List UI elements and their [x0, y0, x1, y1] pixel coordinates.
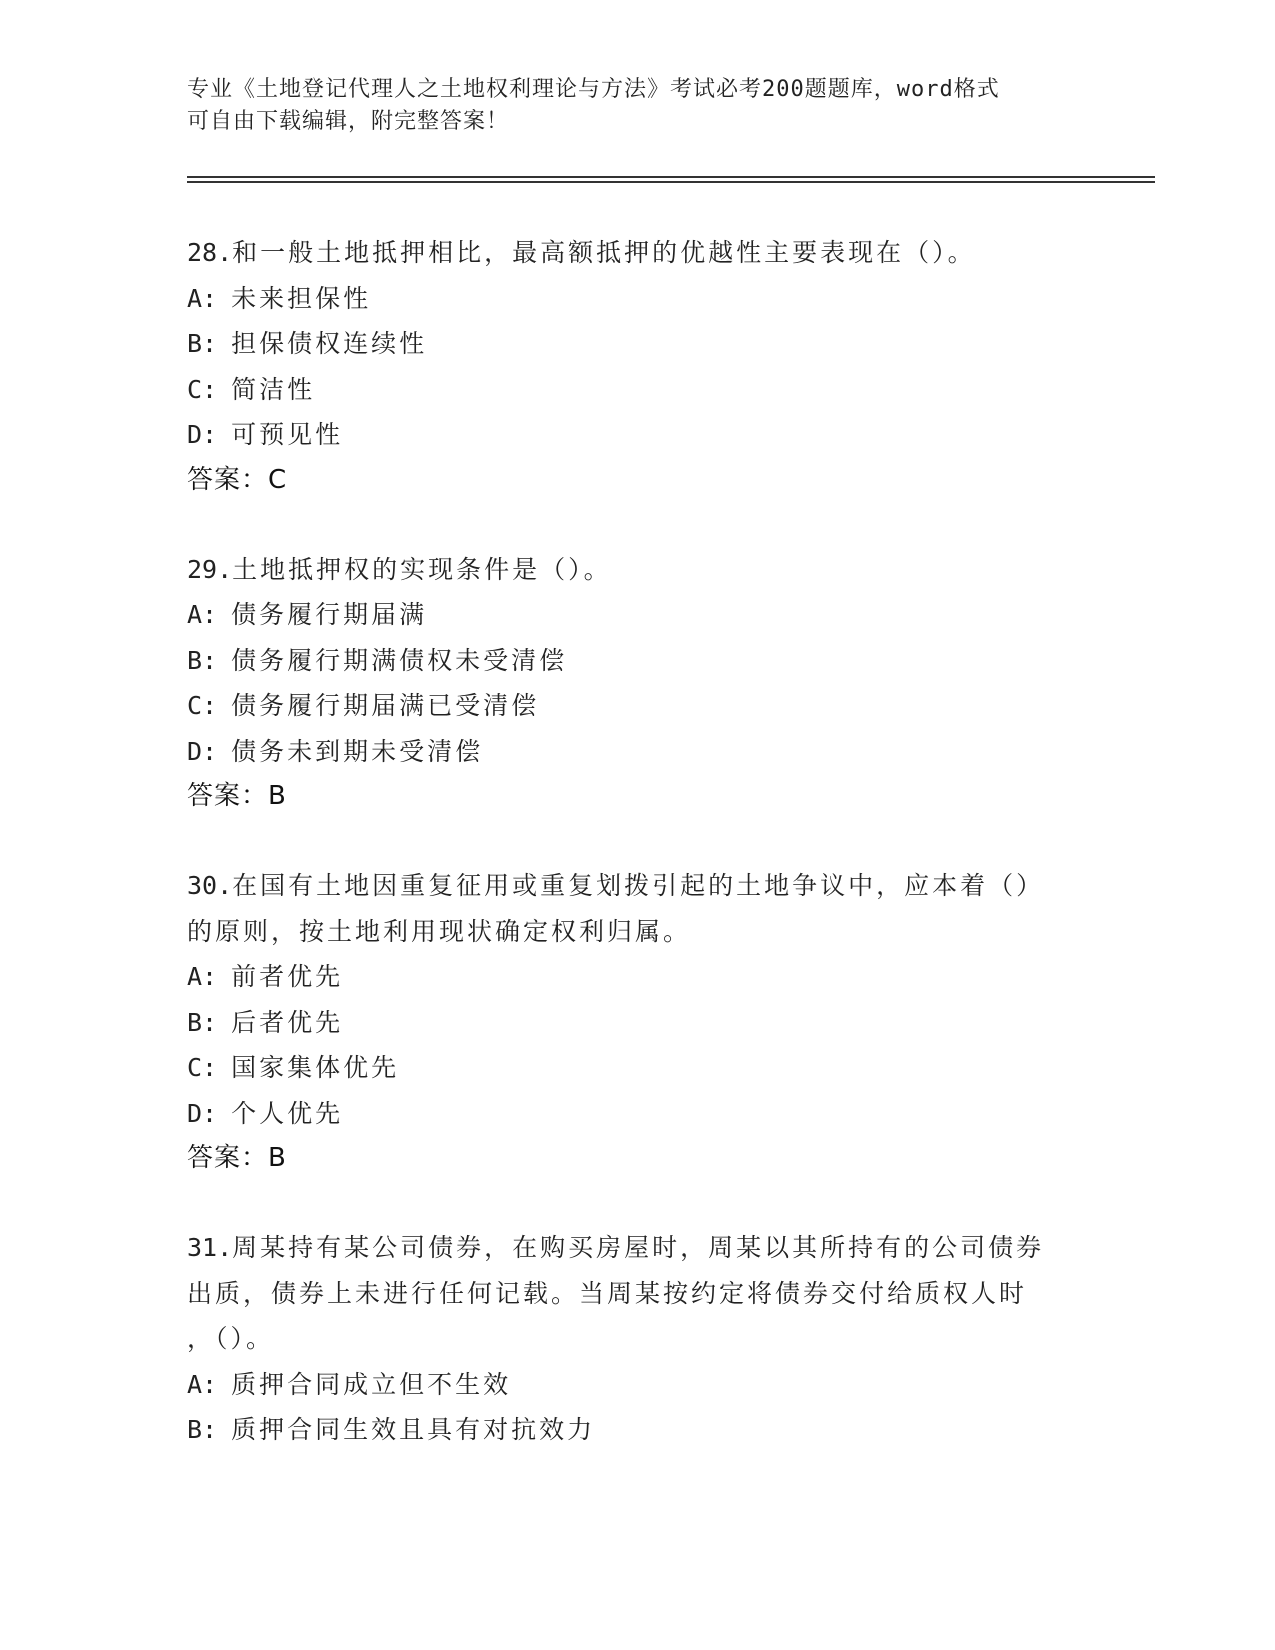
- question-stem-continued: 的原则，按土地利用现状确定权利归属。: [187, 916, 692, 946]
- question-text: 土地抵押权的实现条件是（）。: [232, 554, 612, 584]
- option-text: 债务履行期满债权未受清偿: [231, 645, 568, 675]
- option-letter: B:: [187, 1415, 218, 1444]
- answer-line: 答案：B: [187, 781, 287, 811]
- option-b: [187, 1407, 1087, 1453]
- answer-line: 答案：C: [187, 464, 288, 495]
- question-stem: [187, 230, 1087, 276]
- option-text: 前者优先: [231, 962, 344, 991]
- option-letter: A:: [187, 962, 218, 991]
- option-a: [187, 276, 1087, 322]
- question-number: 31.: [187, 1233, 233, 1262]
- option-c: [187, 367, 1087, 413]
- option-a: [187, 592, 1087, 638]
- option-letter: D:: [187, 420, 218, 449]
- answer-line: 答案：B: [187, 1143, 287, 1173]
- question-text: 和一般土地抵押相比，最高额抵押的优越性主要表现在（）。: [232, 238, 976, 267]
- question-28: [187, 230, 1087, 503]
- question-stem: [187, 547, 1087, 593]
- question-number: 28.: [187, 238, 233, 267]
- option-text: 债务履行期届满: [231, 600, 428, 629]
- question-stem-continued: ，（）。: [187, 1324, 275, 1353]
- header-line-1: 专业《土地登记代理人之土地权利理论与方法》考试必考200题题库，word格式: [187, 77, 1000, 102]
- option-letter: C:: [187, 1053, 218, 1082]
- question-stem-continued: 出质，债券上未进行任何记载。当周某按约定将债券交付给质权人时: [187, 1278, 1028, 1308]
- option-letter: D:: [187, 736, 218, 766]
- question-30: [187, 863, 1087, 1181]
- option-d: [187, 412, 1087, 458]
- option-a: [187, 1362, 1087, 1408]
- option-letter: B:: [187, 645, 218, 675]
- option-b: [187, 321, 1087, 367]
- option-d: [187, 1091, 1087, 1137]
- option-text: 未来担保性: [231, 283, 372, 313]
- option-letter: A:: [187, 283, 218, 313]
- option-b: [187, 638, 1087, 684]
- option-text: 可预见性: [231, 420, 344, 449]
- option-text: 后者优先: [231, 1007, 344, 1037]
- header-line-2: 可自由下载编辑，附完整答案！: [187, 109, 510, 134]
- question-number: 29.: [187, 554, 233, 584]
- header-divider-top: [187, 176, 1155, 178]
- question-text: 周某持有某公司债券，在购买房屋时，周某以其所持有的公司债券: [232, 1233, 1045, 1262]
- question-31: [187, 1225, 1087, 1453]
- option-text: 简洁性: [231, 374, 316, 404]
- question-stem: [187, 863, 1087, 909]
- option-letter: A:: [187, 1369, 218, 1399]
- option-b: [187, 1000, 1087, 1046]
- question-text: 在国有土地因重复征用或重复划拨引起的土地争议中，应本着（）: [232, 871, 1045, 900]
- option-text: 质押合同生效且具有对抗效力: [231, 1415, 596, 1444]
- question-stem: [187, 1225, 1087, 1271]
- option-letter: D:: [187, 1098, 218, 1128]
- option-a: [187, 954, 1087, 1000]
- option-letter: C:: [187, 374, 218, 404]
- option-text: 质押合同成立但不生效: [231, 1369, 512, 1399]
- question-number: 30.: [187, 871, 233, 900]
- document-header: [187, 74, 1067, 138]
- header-divider-bottom: [187, 181, 1155, 183]
- option-letter: B:: [187, 329, 218, 358]
- option-text: 国家集体优先: [231, 1053, 400, 1082]
- option-text: 担保债权连续性: [231, 329, 428, 358]
- option-d: [187, 729, 1087, 775]
- option-text: 债务履行期届满已受清偿: [231, 691, 540, 720]
- option-c: [187, 683, 1087, 729]
- option-c: [187, 1045, 1087, 1091]
- question-list: [187, 230, 1087, 1497]
- option-text: 债务未到期未受清偿: [231, 736, 484, 766]
- option-letter: C:: [187, 691, 218, 720]
- option-text: 个人优先: [231, 1098, 344, 1128]
- question-29: [187, 547, 1087, 820]
- option-letter: B:: [187, 1007, 218, 1037]
- option-letter: A:: [187, 600, 218, 629]
